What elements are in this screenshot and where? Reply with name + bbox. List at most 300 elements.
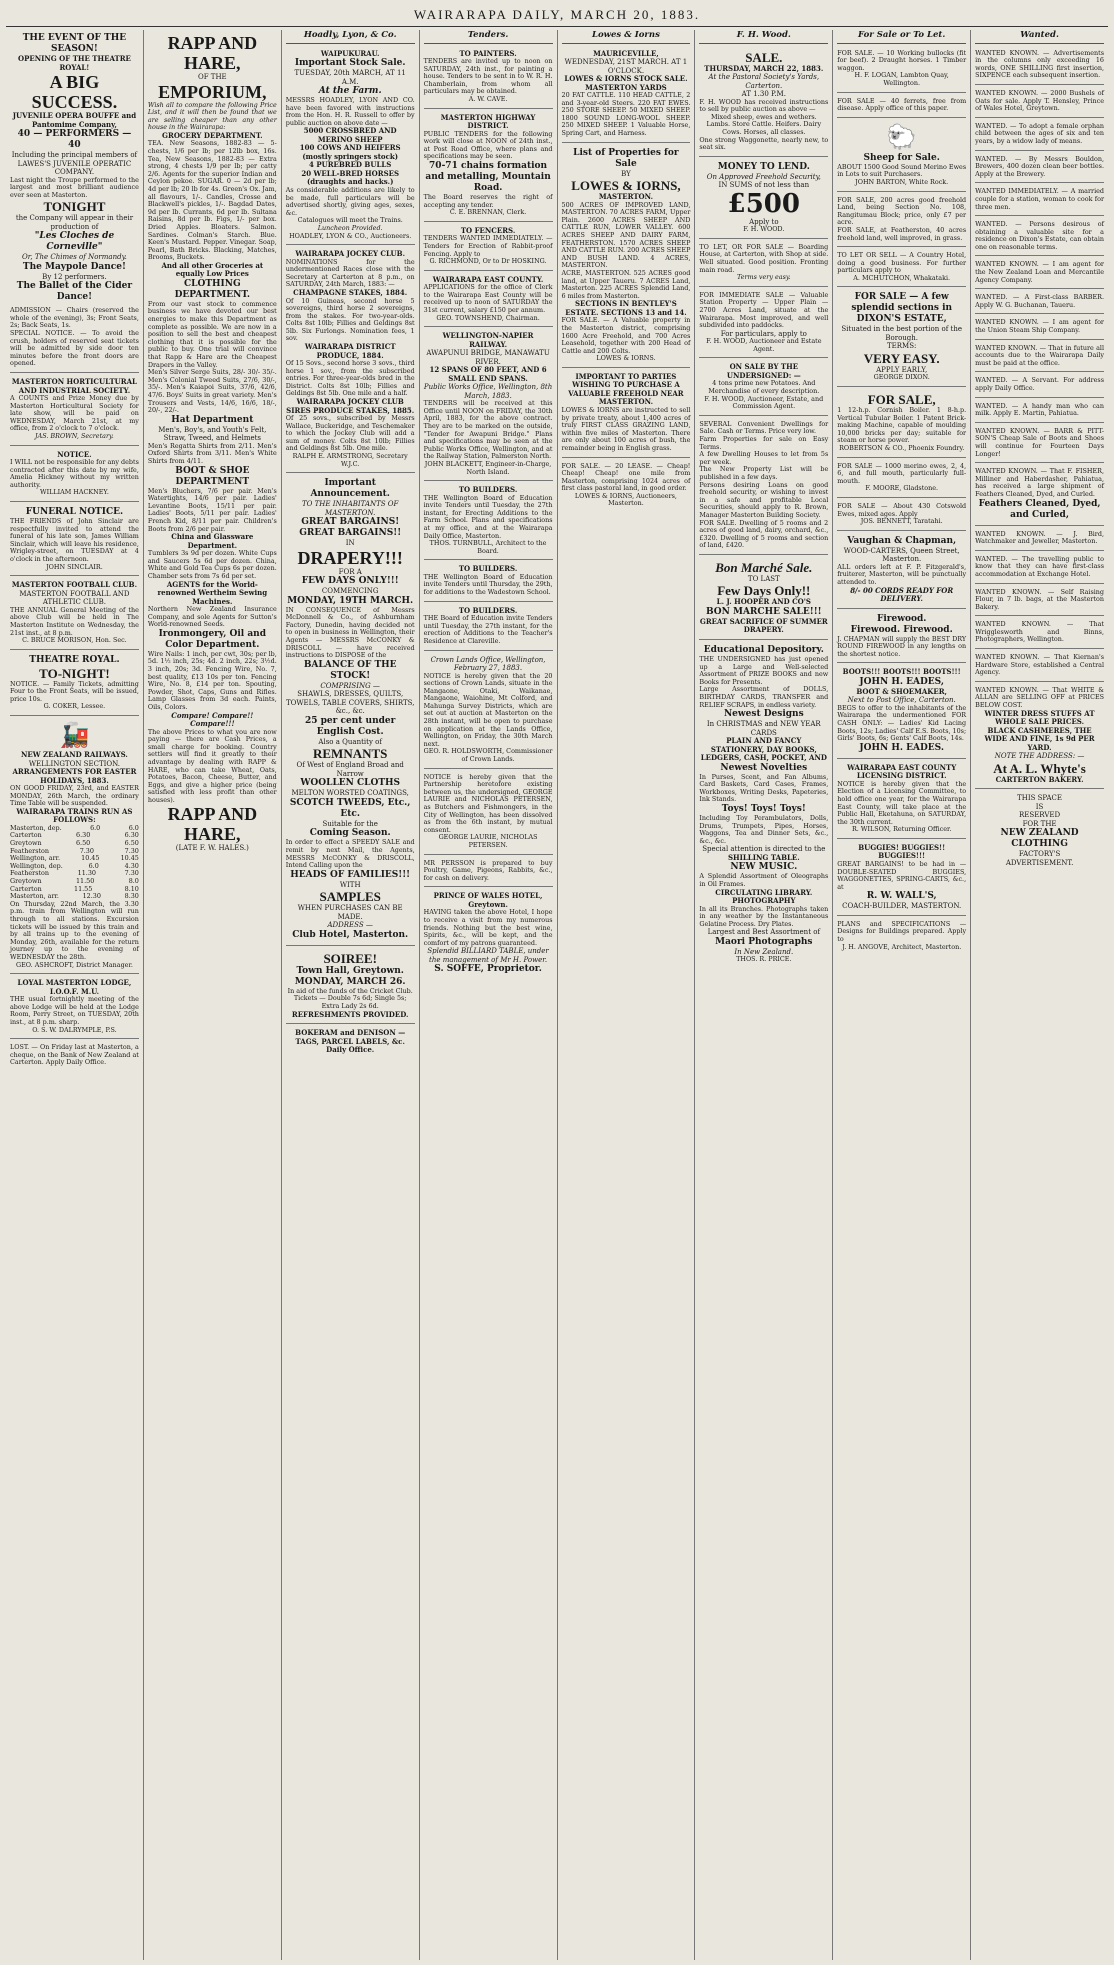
properties-ad: [562, 145, 691, 368]
money-head: MONEY TO LEND.: [717, 161, 810, 172]
maori-sub: In New Zealand.: [734, 947, 794, 956]
newest-sub: In CHRISTMAS and NEW YEAR CARDS: [706, 720, 821, 737]
wanted-12-text: WANTED. — A handy man who can milk. Apply E. Martin, Pahiatua.: [975, 401, 1104, 418]
balance: BALANCE OF THE STOCK!: [303, 659, 397, 681]
column-6: [695, 30, 833, 1960]
remnants-sub: Of West of England Broad and Narrow: [296, 761, 404, 778]
mauriceville: MAURICEVILLE,: [593, 48, 659, 58]
builders-text-3: THE Board of Education invite Tenders until Tuesday, the 27th instant, for the erection of Additions to the Teacher's Residence at Clareville.: [423, 614, 553, 645]
notice-head: NOTICE.: [57, 449, 92, 459]
amount: £500: [727, 188, 800, 219]
builders-ad-1: [424, 483, 553, 560]
wanted-18: [975, 618, 1104, 649]
county-head: WAIRARAPA EAST COUNTY LICENSING DISTRICT.: [847, 762, 957, 781]
masthead: WAIRARAPA DAILY, MARCH 20, 1883.: [6, 4, 1108, 27]
china-text: Tumblers 3s 9d per dozen. White Cups and Saucers 5s 6d per dozen. China, White and Gold Tea Cups 6s per dozen. Chamber sets from 7s 6d per set.: [147, 549, 277, 580]
apply-early: APPLY EARLY,: [876, 365, 928, 374]
buggies: BUGGIES! BUGGIES!! BUGGIES!!!: [858, 842, 946, 861]
advertisement: ADVERTISEMENT.: [1005, 858, 1074, 867]
boot-dept: BOOT & SHOE DEPARTMENT: [175, 465, 250, 487]
highway-text: PUBLIC TENDERS for the following work will close at NOON of 24th inst., at Post Road Office, where plans and specifications may be seen.: [423, 129, 553, 161]
big-success: A BIG SUCCESS.: [31, 72, 118, 112]
soiree-date: MONDAY, MARCH 26.: [294, 976, 406, 987]
wanted-15-text: WANTED KNOWN. — J. Bird, Watchmaker and Jeweller, Masterton.: [975, 529, 1104, 546]
particulars: For particulars, apply to: [720, 329, 807, 338]
eades-text: BEGS to offer to the inhabitants of the Wairarapa the undermentioned FOR CASH ONLY: — Ladies' Kid Lacing Boots, 12s; Ladies' Calf E.S. Boots, 10s; Girls' Boots, 6s; Gents' Calf Boots, 14s.: [837, 703, 967, 743]
plans: PLANS and SPECIFICATIONS — Designs for Buildings prepared. Apply to: [837, 919, 967, 944]
wanted-19-text: WANTED KNOWN. — That Kiernan's Hardware Store, established a Central Agency.: [975, 653, 1104, 677]
whytes: At A. L. Whyte's: [993, 760, 1086, 776]
apply: Apply to: [749, 217, 779, 226]
wanted-6: [975, 218, 1104, 256]
builders-text-2: THE Wellington Board of Education invite Tenders until Thursday, the 29th, for additions to the Wadestown School.: [423, 572, 553, 597]
grocery-text: TEA. New Seasons, 1882-83 — 5-chests, 1/6 per lb; per 12lb box, 16s. Tea, New Seasons, 1882-83 — Extra strong, 4 chests 1/9 per lb; per catty 2/6. Agents for the superior Indian and Ceylon pekoe. SUGAR. 0 — 2d per lb; 4d per lb; 20 lb for 4s. Green's Ox. Jam, all flavours, 1/-. Candles, Crosse and Blackwell's pickles, 1/-. Bagdad Dates, 9d per lb. Currants, 6d per lb. Sultana Raisins, 8d per lb. Figs, 1/- per box. Dried Apples. Bloaters. Salmon. Sardines. Colman's Starch. Blue. Keen's Mustard. Pepper. Vinegar. Soap, Pearl, Bath Bricks. Blacking, Matches, Brooms, Buckets.: [147, 139, 277, 262]
wanted-2-text: WANTED KNOWN. — 2000 Bushels of Oats for sale. Apply T. Hensley, Prince of Wales Hotel, Greytown.: [975, 88, 1104, 113]
compare-text: The above Prices to what you are now paying — there are Cash Prices, a small charge for booking. Country settlers will find it greatly to their advantage by dealing with RAPP & HARE, who can take Wheat, Oats, Potatoes, Bacon, Cheese, Butter, and Eggs, and give a higher price (being satisfied with less profit than other houses).: [147, 727, 277, 804]
shilling: SHILLING TABLE.: [727, 852, 800, 862]
cords: 8/- 00 CORDS READY FOR DELIVERY.: [850, 585, 954, 604]
wanted-18-text: WANTED KNOWN. — That Wrigglesworth and Binns, Photographers, Wellington.: [975, 620, 1104, 644]
lodge-head: LOYAL MASTERTON LODGE, I.O.O.F. M.U.: [17, 978, 132, 996]
timetable-cell: 10.45: [120, 854, 139, 863]
splendid: FOR SALE — A few splendid sections in DIXON'S ESTATE,: [851, 292, 953, 325]
wanted-16: [975, 553, 1104, 584]
column-7: [833, 30, 971, 1960]
buggies-text: GREAT BARGAINS! to be had in — DOUBLE-SEATED BUGGIES, WAGGONETTES, SPRING-CARTS, &c., at: [837, 859, 967, 891]
timetable-cell: 12.30: [82, 892, 101, 901]
jockey-head: WAIRARAPA JOCKEY CLUB.: [295, 249, 406, 259]
winter: WINTER DRESS STUFFS AT WHOLE SALE PRICES.: [984, 708, 1095, 727]
wanted-17-text: WANTED KNOWN. — Self Raising Flour, in 7 lb. bags, at the Masterton Bakery.: [975, 587, 1104, 611]
labels-text: BOKERAM and DENISON — TAGS, PARCEL LABELS, &c. Daily Office.: [295, 1028, 406, 1054]
ironmongery-dept: Ironmongery, Oil and Color Department.: [158, 628, 267, 650]
column-3: [282, 30, 420, 1960]
column-1: [6, 30, 144, 1960]
reserved-3: RESERVED: [1019, 811, 1061, 820]
railway-ad: [10, 718, 139, 974]
also: Also a Quantity of: [318, 737, 382, 746]
eades-sign: JOHN H. EADES.: [859, 742, 944, 753]
lodge-ad: [10, 976, 139, 1039]
stock-2: 100 COWS AND HEIFERS (mostly springers stock): [299, 143, 401, 161]
train-icon: 🚂: [59, 721, 90, 750]
timetable-cell: Masterton, arr.: [10, 892, 59, 901]
wanted-11-text: WANTED. — A Servant. For address apply Daily Office.: [975, 376, 1104, 392]
wanted-17: [975, 586, 1104, 617]
wanted-14: [975, 465, 1104, 525]
wanted-6-text: WANTED. — Persons desirous of obtaining a valuable site for a residence on Dixon's Estate, can obtain one on reasonable terms.: [975, 220, 1104, 251]
with: WITH: [339, 880, 361, 889]
timetable-cell: 6.0: [88, 861, 99, 870]
jockey-sign: RALPH E. ARMSTRONG, Secretary W.J.C.: [292, 452, 408, 468]
eades: JOHN H. EADES,: [859, 676, 944, 687]
admission: ADMISSION — Chairs (reserved the whole of the evening), 3s; Front Seats, 2s; Back Seats, 1s.: [10, 306, 139, 330]
football-text: THE ANNUAL General Meeting of the above Club will be held in The Masterton Institute on Wednesday, the 21st inst., at 8 p.m.: [10, 605, 139, 637]
consequence: IN CONSEQUENCE of Messrs McDonnell & Co., of Ashburnham Factory, Dunedin, having decided not to open in business in Wellington, their Agents — MESSRS McCONKY & DRISCOLL — have received instructions to DISPOSE of the: [285, 605, 415, 660]
wanted-10: [975, 342, 1104, 373]
wanted-12: [975, 400, 1104, 423]
sale-1-sign: H. F. LOGAN, Lambton Quay, Wellington.: [854, 71, 949, 87]
terms: Terms very easy.: [736, 273, 791, 282]
performers: 40 — PERFORMERS — 40: [17, 129, 132, 150]
very-easy: VERY EASY.: [863, 350, 940, 366]
county-sign: GEO. TOWNSHEND, Chairman.: [436, 313, 540, 322]
wanted-11: [975, 374, 1104, 397]
address: ADDRESS —: [327, 921, 373, 930]
merino: FOR SALE — 1000 merino ewes, 2, 4, 6, and full mouth, particularly full-mouth.: [837, 461, 967, 485]
column-5: [558, 30, 696, 1960]
compare: Compare! Compare!! Compare!!!: [171, 710, 254, 729]
lowes-sign: LOWES & IORNS.: [596, 354, 656, 363]
theatre-event-ad: [10, 30, 139, 373]
builders-head-3: TO BUILDERS.: [458, 605, 518, 615]
acre: ACRE, MASTERTON. 525 ACRES good land, at Upper Taueru. 7 ACRES Land, Masterton. 225 ACRES Splendid Land, 6 miles from Masterton.: [561, 269, 691, 300]
rail-text: TENDERS will be received at this Office until NOON on FRIDAY, the 30th April, 1883, for the above contract. They are to be marked on the outside, "Tender for Awapuni Bridge." Plans and specifications may be seen at the Public Works Office, Wellington, and at the Railway Station, Palmerston North.: [423, 399, 553, 461]
east-county-ad: [424, 273, 553, 327]
boots: BOOTS!!! BOOTS!!! BOOTS!!!: [842, 667, 961, 677]
masterton-head: MASTERTON.: [598, 192, 654, 202]
wagons-sub: COACH-BUILDER, MASTERTON.: [842, 902, 962, 911]
timetable: [10, 825, 139, 901]
col6-head: F. H. Wood.: [699, 30, 828, 44]
dwelling: Farm Properties for sale on Easy Terms.: [699, 435, 829, 451]
edu-items: Large Assortment of DOLLS, BIRTHDAY CARDS, TRANSFER and RELIEF SCRAPS, in endless variety.: [699, 685, 829, 709]
timetable-cell: Carterton: [10, 884, 42, 893]
few-days-only: Few Days Only!!: [717, 583, 811, 599]
remnants: REMNANTS: [312, 746, 388, 762]
coming-season: Coming Season.: [309, 828, 391, 839]
crown-lands-ad: [424, 653, 553, 769]
maypole: The Maypole Dance!: [22, 261, 126, 272]
rapp-head: RAPP AND HARE,: [167, 33, 258, 73]
price-sign: THOS. R. PRICE.: [736, 955, 792, 964]
wood-sign: F. H. WOOD.: [743, 225, 785, 234]
railway-tender-ad: [424, 329, 553, 481]
bon-marche-ad: [699, 557, 828, 640]
heads-families: HEADS OF FAMILIES!!!: [290, 869, 411, 880]
timetable-cell: 7.30: [124, 869, 139, 878]
champagne-text: Of 10 Guineas, second horse 5 sovereigns, third horse 2 sovereigns, from the stakes. For two-year-olds. Colts 8st 10lb; Fillies and Geldings 8st 5lb. Six Furlongs. Nomination fees, 1 sov.: [285, 296, 415, 343]
cotswold-sign: JOS. BENNETT, Taratahi.: [860, 517, 943, 526]
emporium: EMPORIUM,: [158, 81, 267, 102]
wanted-3: [975, 120, 1104, 151]
station-ad: [699, 289, 828, 359]
trains-head: WAIRARAPA TRAINS RUN AS FOLLOWS:: [16, 806, 133, 825]
in: IN: [345, 539, 355, 548]
timetable-cell: Featherston: [10, 846, 50, 855]
eades-place: Next to Post Office, Carterton.: [847, 696, 956, 705]
maori: Maori Photographs: [715, 936, 813, 947]
jockey-text: NOMINATIONS for the undermentioned Races close with the Secretary at Carterton at 8 p.m., on SATURDAY, 24th March, 1883: —: [285, 257, 415, 289]
col3-head: Hoadly, Lyon, & Co.: [286, 30, 415, 44]
prepared-text: MR PERSSON is prepared to buy Poultry, Game, Pigeons, Rabbits, &c., for cash on delivery.: [423, 858, 553, 882]
novel-text: In Purses, Scent, and Fan Albums, Card Baskets, Card Cases, Frames, Workboxes, Writing Desks, Papeteries, Ink Stands.: [699, 772, 829, 804]
fencers-head: TO FENCERS.: [460, 225, 516, 235]
company: JUVENILE OPERA BOUFFE and Pantomime Company,: [12, 111, 137, 129]
sections: SECTIONS IN BENTLEY'S ESTATE. SECTIONS 13 and 14.: [565, 299, 687, 317]
theatre-tonight-ad: [10, 652, 139, 716]
wood-sale-ad: [699, 47, 828, 157]
important: Important Announcement.: [310, 478, 390, 500]
waipukurau: WAIPUKURAU.: [320, 48, 380, 58]
sale-text: FOR SALE. — A Valuable property in the Masterton district, comprising 1600 Acre Freehold, and 700 Acres Leasehold, together with 200 Head of Cattle and 200 Colts.: [561, 316, 691, 355]
wanted-15: [975, 528, 1104, 551]
funeral-text: THE FRIENDS of John Sinclair are respectfully invited to attend the funeral of his late son, James William Sinclair, which will leave his residence, Wrigley-street, on TUESDAY at 4 o'clock in the afternoon.: [10, 517, 139, 564]
wanted-13: [975, 425, 1104, 463]
buggies-ad: [837, 841, 966, 916]
col8-head: Wanted.: [975, 30, 1104, 44]
security: On Approved Freehold Security,: [706, 172, 821, 181]
maypole-sub: By 12 performers.: [42, 272, 107, 281]
feathers: Feathers Cleaned, Dyed, and Curled,: [978, 498, 1101, 520]
sale-2: FOR SALE, 200 acres good freehold Land, being Section No. 108, Rangitumau Block; price, only £7 per acre.: [837, 195, 967, 227]
builders-ad-2: [424, 562, 553, 601]
excursion: On Thursday, 22nd March, the 3.30 p.m. train from Wellington will run through to all stations. Excursion tickets will be issued by this train and by all trains up to the evening of Monday, 26th, available for the return journey up to the evening of WEDNESDAY the 28th.: [10, 899, 139, 961]
dwellings-ad: [699, 418, 828, 555]
jockey-club-ad: [286, 247, 415, 473]
sheep-icon: 🐑: [886, 122, 917, 151]
newest: Newest Designs: [723, 709, 804, 720]
tonight-2: TO-NIGHT!: [39, 665, 110, 681]
chapman: J. CHAPMAN will supply the BEST DRY ROUND FIREWOOD in any lengths on the shortest notice.: [837, 634, 967, 658]
agents: AGENTS for the World-renowned Wertheim Sewing Machines.: [157, 579, 268, 606]
for-sale: FOR SALE,: [867, 392, 936, 408]
inhabitants: TO THE INHABITANTS OF MASTERTON.: [301, 500, 399, 517]
whyte-ad: [975, 684, 1104, 789]
timetable-cell: Masterton, dep.: [10, 823, 62, 832]
black: BLACK CASHMERES, THE WIDE AND FINE, 1s 9d PER YARD.: [984, 725, 1095, 752]
note-address: NOTE THE ADDRESS: —: [994, 752, 1085, 761]
soiree-tickets: Tickets — Double 7s 6d; Single 5s; Extra Lady 2s 6d.: [293, 994, 407, 1010]
licensing-ad: [837, 761, 966, 839]
circulating: CIRCULATING LIBRARY.: [715, 887, 813, 897]
timetable-cell: Featherston: [10, 869, 50, 878]
mauriceville-ad: [562, 47, 691, 143]
lease-ad: [562, 460, 691, 569]
bon-head: Bon Marché Sale.: [715, 559, 813, 575]
clothing-head: CLOTHING DEPARTMENT.: [174, 278, 251, 300]
soffe-sign: S. SOFFE, Proprietor.: [434, 964, 542, 975]
special-notice: SPECIAL NOTICE. — To avoid the crush, holders of reserved seat tickets will be admitted by side door ten minutes before the front doors are opened.: [10, 329, 139, 368]
order-text: In order to effect a SPEEDY SALE and remit by next Mail, the Agents, MESSRS McCONKY & DRISCOLL, Intend Calling upon the: [285, 838, 415, 870]
stock-3: 4 PUREBRED BULLS: [309, 160, 392, 170]
sheep-head: Sheep for Sale.: [863, 152, 940, 163]
freehold-ad: [562, 370, 691, 458]
builders-head-2: TO BUILDERS.: [458, 564, 518, 574]
boot-text: Men's Bluchers, 7/6 per pair. Men's Watertights, 14/6 per pair. Ladies' Levantine Boots, 15/11 per pair. Ladies' Boots, 5/11 per pair. Ladies' French Kid, 8/11 per pair. Children's Boots from 2/6 per pair.: [147, 486, 277, 533]
crown-sign: GEO. R. HOLDSWORTH, Commissioner of Crown Lands.: [423, 747, 553, 764]
sheep-ad: [837, 120, 966, 192]
hort-text: A COUNTS and Prize Money due by Masterton Horticultural Society for late show, will be paid on WEDNESDAY, March 21st, at my office, from 2 o'clock to 7 o'clock.: [10, 394, 139, 433]
column-2: [144, 30, 282, 1960]
wood-sign-3: F. H. WOOD, Auctioneer, Estate, and Commission Agent.: [704, 394, 824, 411]
timetable-cell: Greytown: [10, 877, 42, 885]
clothing-text: From our vast stock to commence business we have devoted our best energies to make this Department as complete as possible. We are now in a position to sell the best and cheapest clothing that it is possible for the public to buy. One trial will convince that Rapp & Hare are the Cheapest Drapers in the Valley.: [147, 299, 277, 369]
timetable-cell: 6.30: [124, 831, 139, 840]
mv-text: LOWES & IORNS STOCK SALE. MASTERTON YARDS: [564, 74, 688, 92]
drapery-ad: [286, 475, 415, 946]
wood-sale: SALE.: [745, 49, 783, 65]
fencers-ad: [424, 224, 553, 271]
county-sign: R. WILSON, Returning Officer.: [852, 825, 952, 834]
timetable-cell: 6.0: [90, 823, 101, 832]
timetable-cell: 8.0: [128, 877, 139, 885]
let-ad: [699, 241, 828, 287]
stock-sale-head: Important Stock Sale.: [294, 58, 406, 69]
wanted-5-text: WANTED IMMEDIATELY. — A married couple for a station, woman to cook for three men.: [975, 187, 1104, 211]
wanted-20-text: WANTED KNOWN. — That WHITE & ALLAN are SELLING OFF at PRICES BELOW COST.: [975, 685, 1104, 710]
wanted-7-text: WANTED KNOWN. — I am agent for the New Zealand Loan and Mercantile Agency Company.: [975, 260, 1104, 284]
fencers-text: TENDERS WANTED IMMEDIATELY. — Tenders for Erection of Rabbit-proof Fencing. Apply to: [423, 234, 553, 258]
list-head: List of Properties for Sale: [573, 147, 679, 169]
highway-head: MASTERTON HIGHWAY DISTRICT.: [440, 112, 536, 131]
toys-text: Including Toy Perambulators, Dolls, Drums, Trumpets, Pipes, Horses, Waggons, Tea and Dinner Sets, &c., &c., &c.: [699, 813, 829, 845]
cloches-sub: Or, The Chimes of Normandy.: [22, 253, 127, 262]
samples: SAMPLES: [319, 889, 381, 905]
drapery: DRAPERY!!!: [297, 547, 403, 568]
when: WHEN PURCHASES CAN BE MADE.: [297, 904, 403, 921]
timetable-cell: Wellington, arr.: [10, 854, 61, 863]
sums: IN SUMS of not less than: [718, 181, 810, 190]
largest: Largest and Best Assortment of: [707, 928, 821, 937]
wanted-14-text: WANTED KNOWN. — That F. FISHER, Milliner and Haberdasher, Pahiatua, has received a large shipment of Feathers Cleaned, Dyed, and Curled.: [975, 467, 1104, 498]
boiler-sign: ROBERTSON & CO., Phoenix Foundry.: [839, 444, 965, 453]
builders-ad-3: [424, 604, 553, 651]
highway-sign: C. E. BRENNAN, Clerk.: [449, 208, 527, 217]
wanted-8-text: WANTED. — A First-class BARBER. Apply W. G. Buchanan, Taueru.: [975, 293, 1104, 309]
sale2: FOR SALE. — 20 LEASE. — Cheap! Cheap! Cheap! one mile from Masterton, comprising 1024 acres of first class pastoral land, in good order.: [561, 461, 691, 493]
sires: WAIRARAPA JOCKEY CLUB SIRES PRODUCE STAKES, 1885.: [286, 397, 415, 415]
persons: Persons desiring Loans on good freehold security, or wishing to invest in a safe and profitable Local Securities, should apply to R. Brown, Manager Masterton Building Society.: [699, 480, 829, 519]
wanted-3-text: WANTED. — To adopt a female orphan child between the ages of six and ten years, by a widow lady of means.: [975, 121, 1104, 145]
timetable-cell: Wellington, dep.: [10, 861, 63, 870]
laurie-text: NOTICE is hereby given that the Partnership heretofore existing between us, the undersigned, GEORGE LAURIE and NICHOLAS PETERSEN, as Butchers and Fishmongers, in the City of Wellington, has been dissolved as from the 6th instant, by mutual consent.: [423, 772, 553, 834]
nz-rail: NEW ZEALAND RAILWAYS.: [21, 750, 128, 760]
last-night: Last night the Troupe performed to the largest and most brilliant audience ever seen at Masterton.: [10, 175, 139, 199]
lodge-text: THE usual fortnightly meeting of the above Lodge will be held at the Lodge Room, Perry Street, on TUESDAY, 20th inst., at 8 p.m. sharp.: [10, 995, 139, 1026]
grocery-head: GROCERY DEPARTMENT.: [162, 130, 263, 140]
cotswold-ad: [837, 500, 966, 531]
lodge-sign: O. S. W. DALRYMPLE, P.S.: [32, 1025, 117, 1034]
timetable-cell: 7.30: [79, 846, 94, 855]
tonight-note: the Company will appear in their production of: [15, 214, 134, 231]
hat-dept: Hat Department: [171, 414, 254, 425]
wanted-4-text: WANTED. — By Messrs Bouldon, Brewers, 400 dozen clean beer bottles. Apply at the Brewery.: [975, 154, 1104, 178]
builders-head-1: TO BUILDERS.: [458, 485, 518, 495]
cotswold: FOR SALE — About 430 Cotswold Ewes, mixed ages. Apply: [837, 502, 967, 518]
col5-head: Lowes & Iorns: [562, 30, 691, 44]
timetable-cell: 6.0: [128, 823, 139, 832]
prince-wales-ad: [424, 889, 553, 979]
dixon-ad: [837, 289, 966, 387]
horticultural-ad: [10, 375, 139, 446]
land: FOR SALE. Dwelling of 5 rooms and 2 acres of good land, dairy, orchard, &c., £320. Dwelling of 5 rooms and section of land, £420.: [699, 518, 829, 550]
funeral-head: FUNERAL NOTICE.: [25, 507, 124, 518]
photography: PHOTOGRAPHY: [732, 896, 796, 906]
wood-sign-2: F. H. WOOD, Auctioneer and Estate Agent.: [706, 337, 822, 353]
refreshments: REFRESHMENTS PROVIDED.: [291, 1009, 409, 1019]
crown-text: NOTICE is hereby given that the 20 sections of Crown Lands, situate in the Mangaone, Otaki, Waikanae, Mangaone, Waiohine, Mt Colford, and Mahunga Survey Districts, which are set out at auction at Masterton on the 28th instant, will be open to purchase on application at the Lands Office, Wellington, on Friday, the 30th March next.: [423, 671, 553, 748]
wanted-2: [975, 87, 1104, 118]
east-county-head: WAIRARAPA EAST COUNTY.: [432, 274, 544, 284]
timetable-cell: Greytown: [10, 839, 42, 848]
sale-items: 4 tons prime new Potatoes. And Merchandise of every description.: [708, 379, 820, 396]
wanted-1: [975, 47, 1104, 85]
spans: 12 SPANS OF 80 FEET, AND 6 SMALL END SPANS.: [429, 365, 547, 383]
boiler: 1 12-h.p. Cornish Boiler. 1 8-h.p. Vertical Tubular Boiler. 1 Patent Brick-making Machine, capable of moulding 10,000 bricks per day; suitable for steam or horse power.: [837, 406, 967, 445]
performers-note: Including the principal members of LAWES'S JUVENILE OPERATIC COMPANY.: [11, 151, 138, 176]
crown-head: Crown Lands Office, Wellington, February 27, 1883.: [430, 655, 546, 672]
reserved-1: THIS SPACE: [1017, 794, 1063, 803]
discount: 25 per cent under English Cost.: [304, 715, 396, 737]
new-music: NEW MUSIC.: [730, 862, 798, 873]
stock-sale-ad: [286, 47, 415, 246]
notice-text: I WILL not be responsible for any debts contracted after this date by my wife, Amelia Hickney without my written authority.: [10, 458, 139, 489]
to-last: TO LAST: [747, 574, 780, 583]
eades-sub: BOOT & SHOEMAKER,: [856, 686, 947, 696]
club-hotel: Club Hotel, Masterton.: [292, 929, 409, 940]
family-sign: G. COKER, Lessee.: [43, 702, 106, 711]
vaughan-ad: [837, 533, 966, 609]
splendid-sub: Situated in the best portion of the Borough.: [841, 325, 962, 342]
builders-text-1: THE Wellington Board of Education invite Tenders until Tuesday, the 27th instant, for Erecting Additions to the Farm School. Plans and specifications at my office, and at the Wairarapa Daily Office, Masterton.: [423, 493, 553, 540]
iron-text: Wire Nails: 1 inch, per cwt, 30s; per lb, 5d. 1½ inch, 25s; 4d. 2 inch, 22s; 3½d. 3 inch, 20s; 3d. Fencing Wire, No. 7, best quality, £13 10s per ton. Fencing Wire, No. 8, £14 per ton. Spouting, Powder, Shot, Caps, Guns and Rifles. Lamp Glasses from 3d each. Paints, Oils, Colors.: [147, 649, 277, 711]
county-text: NOTICE is hereby given that the Election of a Licensing Committee, to hold office one year, for the Wairarapa East County, will take place at the Public Hall, Eketahuna, on SATURDAY, the 30th current.: [837, 779, 967, 826]
several: SEVERAL Convenient Dwellings for Sale. Cash or Terms. Price very low.: [699, 419, 829, 436]
wood-place: At the Pastoral Society's Yards, Carterton.: [708, 73, 820, 90]
timetable-cell: 4.30: [124, 861, 139, 870]
timetable-cell: 7.30: [124, 846, 139, 855]
wanted-8: [975, 291, 1104, 314]
funeral-ad: [10, 504, 139, 576]
wanted-9: [975, 316, 1104, 339]
bullocks-ad: [837, 47, 966, 93]
mauriceville-date: WEDNESDAY, 21ST MARCH. AT 1 O'CLOCK.: [564, 58, 688, 75]
wanted-16-text: WANTED. — The travelling public to know that they can have first-class accommodation at Exchange Hotel.: [975, 554, 1104, 578]
stock-sign: HOADLEY, LYON & CO., Auctioneers.: [289, 231, 412, 240]
edu-text: THE UNDERSIGNED has just opened up a Large and Well-selected Assortment of PRIZE BOOKS and new Books for Presents.: [699, 654, 829, 686]
rapp-foot-sub: (LATE F. W. HALES.): [175, 844, 249, 853]
county-text: APPLICATIONS for the office of Clerk to the Wairarapa East County will be received up to noon of SATURDAY the 31st current, salary £150 per annum.: [423, 283, 553, 314]
painters-text: TENDERS are invited up to noon on SATURDAY, 24th inst., for painting a house. Tenders to be sent in to W. R. H. Chamberlain, from whom all particulars may be obtained.: [423, 57, 553, 96]
money-ad: [699, 159, 828, 239]
luncheon: Luncheon Provided.: [317, 223, 383, 232]
at-farm: At the Farm.: [318, 86, 382, 97]
easter: ARRANGEMENTS FOR EASTER HOLIDAYS, 1883.: [12, 767, 137, 785]
wanted-4: [975, 153, 1104, 184]
wanted-5: [975, 185, 1104, 216]
theatre-head: THEATRE ROYAL.: [29, 654, 120, 665]
hats: Men's, Boy's, and Youth's Felt, Straw, Tweed, and Helmets: [158, 425, 267, 443]
dixon-sign: GEORGE DIXON.: [873, 373, 930, 382]
wood-time: AT 1.30 P.M.: [741, 90, 786, 99]
novelties: Newest Novelties: [720, 762, 808, 773]
reserved-space: [975, 791, 1104, 871]
wanted-9-text: WANTED KNOWN. — I am agent for the Union Steam Ship Company.: [975, 318, 1104, 335]
highway-ad: [424, 111, 553, 222]
billiard: Splendid BILLIARD TABLE, under the management of Mr H. Power.: [427, 947, 549, 964]
tonight: TONIGHT: [43, 199, 106, 215]
special: Special attention is directed to the: [702, 845, 826, 854]
sale-3: FOR SALE, at Featherston, 40 acres freehold land, well improved, in grass.: [837, 225, 967, 242]
excursion-sign: GEO. ASHCROFT, District Manager.: [16, 960, 133, 969]
stock-date: TUESDAY, 20th MARCH, AT 11 A.M.: [294, 69, 406, 86]
photo-text: In all its Branches. Photographs taken in any weather by the Instantaneous Gelatine Process. Dry Plates.: [699, 904, 829, 928]
merino-ad: [837, 460, 966, 498]
few-days: FEW DAYS ONLY!!!: [301, 576, 399, 587]
plain: PLAIN AND FANCY STATIONERY, DAY BOOKS, LEDGERS, CASH, POCKET, AND: [700, 736, 827, 763]
wood-date: THURSDAY, MARCH 22, 1883.: [704, 63, 824, 73]
